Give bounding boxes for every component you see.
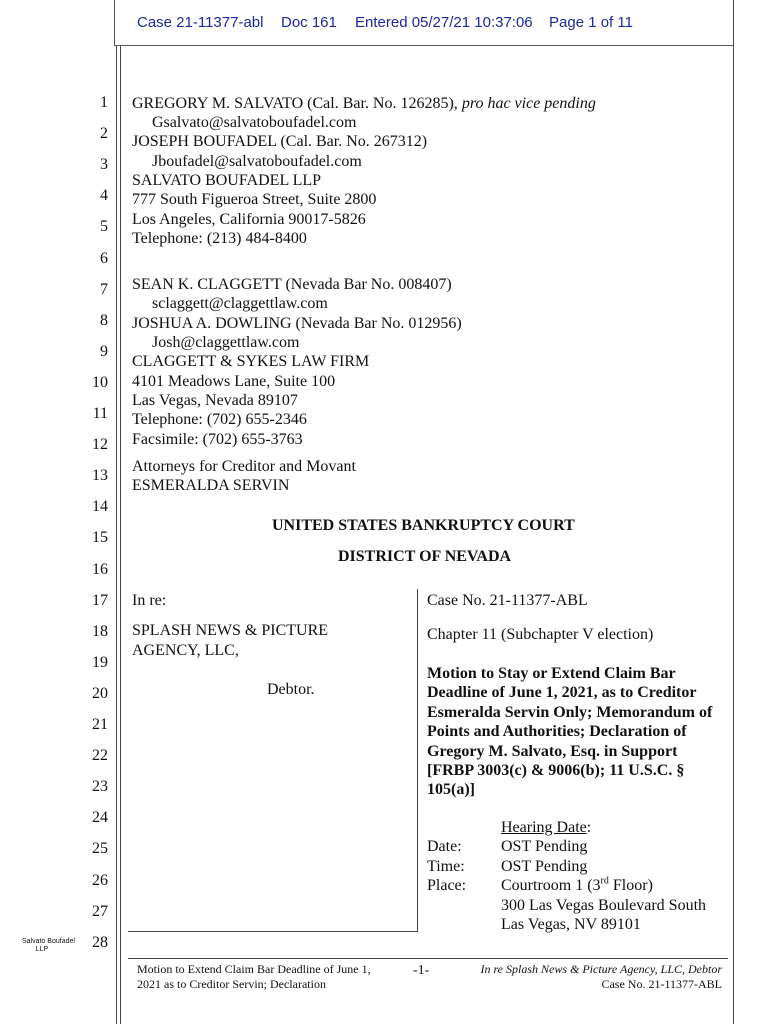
stamp-case: Case 21-11377-abl <box>137 14 264 31</box>
place-line-3: Las Vegas, NV 89101 <box>501 916 641 933</box>
stamp-entered: Entered 05/27/21 10:37:06 <box>355 14 533 31</box>
date-label: Date: <box>427 838 462 855</box>
line-number: 14 <box>92 498 108 516</box>
line-number: 1 <box>100 94 108 111</box>
line-number: 23 <box>92 778 108 796</box>
line-number: 25 <box>92 840 108 858</box>
line-number: 4 <box>100 187 108 205</box>
footer-left-line-1: Motion to Extend Claim Bar Deadline of June 1, <box>137 962 371 976</box>
line-number: 26 <box>92 871 108 889</box>
motion-title-line: Esmeralda Servin Only; Memorandum of <box>427 703 713 721</box>
firm-2-address-1: 4101 Meadows Lane, Suite 100 <box>132 373 336 390</box>
line-number: 15 <box>92 529 108 547</box>
line-number: 20 <box>92 684 108 702</box>
debtor-label: Debtor. <box>267 681 315 698</box>
motion-title-line: Gregory M. Salvato, Esq. in Support <box>427 742 678 760</box>
motion-title-line: 105(a)] <box>427 781 475 799</box>
firm-1-phone: Telephone: (213) 484-8400 <box>132 230 307 247</box>
line-number: 16 <box>92 560 108 578</box>
court-name: UNITED STATES BANKRUPTCY COURT <box>272 517 575 534</box>
caption-divider <box>417 589 418 932</box>
line-number: 10 <box>92 373 108 391</box>
footer-page-number: -1- <box>413 963 430 978</box>
court-district: DISTRICT OF NEVADA <box>338 548 512 565</box>
stamp-page: Page 1 of 11 <box>549 14 633 31</box>
line-number: 9 <box>100 342 108 360</box>
line-number: 13 <box>92 467 108 485</box>
filing-stamp <box>114 0 734 46</box>
stamp-doc: Doc 161 <box>281 14 337 31</box>
left-margin-rule-outer <box>116 46 117 1024</box>
attorney-3-name: SEAN K. CLAGGETT (Nevada Bar No. 008407) <box>132 276 452 293</box>
line-number: 22 <box>92 747 108 765</box>
line-number: 19 <box>92 653 108 671</box>
sidebar-firm-line-1: Salvato Boufadel <box>22 938 75 945</box>
firm-2-name: CLAGGETT & SYKES LAW FIRM <box>132 353 370 370</box>
motion-title-line: Deadline of June 1, 2021, as to Creditor <box>427 684 697 702</box>
debtor-name-line-1: SPLASH NEWS & PICTURE <box>132 622 329 639</box>
footer-left-line-2: 2021 as to Creditor Servin; Declaration <box>137 977 326 991</box>
line-number: 2 <box>100 125 108 143</box>
attorney-1-email: Gsalvato@salvatoboufadel.com <box>152 114 357 131</box>
line-number: 18 <box>92 622 108 640</box>
time-label: Time: <box>427 858 465 875</box>
line-number: 7 <box>100 280 108 298</box>
attorney-2-email: Jboufadel@salvatoboufadel.com <box>152 153 362 170</box>
line-number: 27 <box>92 902 108 920</box>
debtor-name-line-2: AGENCY, LLC, <box>132 642 239 659</box>
line-number: 11 <box>92 405 108 422</box>
footer-right-line-1: In re Splash News & Picture Agency, LLC, Debtor <box>480 962 722 976</box>
line-number: 17 <box>92 591 108 609</box>
sidebar-firm-name <box>22 938 75 954</box>
motion-title-line: [FRBP 3003(c) & 9006(b); 11 U.S.C. § <box>427 762 685 779</box>
line-number: 21 <box>92 716 108 733</box>
pro-hac-vice-note: pro hac vice pending <box>461 95 596 112</box>
motion-title-line: Motion to Stay or Extend Claim Bar <box>427 665 676 682</box>
attorneys-for-line-1: Attorneys for Creditor and Movant <box>132 458 356 475</box>
attorney-1-name: GREGORY M. SALVATO (Cal. Bar. No. 126285), pro hac vice pending <box>132 95 596 112</box>
attorney-4-email: Josh@claggettlaw.com <box>152 334 300 351</box>
time-value: OST Pending <box>501 858 588 875</box>
firm-1-address-2: Los Angeles, California 90017-5826 <box>132 211 366 228</box>
attorney-4-name: JOSHUA A. DOWLING (Nevada Bar No. 012956) <box>132 315 462 332</box>
right-margin-rule <box>733 0 734 1024</box>
firm-2-fax: Facsimile: (702) 655-3763 <box>132 431 303 448</box>
left-margin-rule-inner <box>120 46 121 1024</box>
in-re: In re: <box>132 592 167 609</box>
place-value: Courtroom 1 (3rd Floor) <box>501 875 653 894</box>
line-number: 24 <box>92 809 108 827</box>
place-line-2: 300 Las Vegas Boulevard South <box>501 897 707 914</box>
line-number: 5 <box>100 218 108 236</box>
line-number: 6 <box>100 249 108 267</box>
attorney-3-email: sclaggett@claggettlaw.com <box>152 295 328 312</box>
firm-2-phone: Telephone: (702) 655-2346 <box>132 411 307 428</box>
line-number: 8 <box>100 311 108 329</box>
footer-rule <box>128 958 728 959</box>
attorney-2-name: JOSEPH BOUFADEL (Cal. Bar. No. 267312) <box>132 133 428 150</box>
case-number: Case No. 21-11377-ABL <box>427 592 588 609</box>
footer-right-line-2: Case No. 21-11377-ABL <box>601 977 722 991</box>
caption-bottom-rule <box>128 931 418 932</box>
line-number: 12 <box>92 436 108 454</box>
line-number: 3 <box>100 156 108 174</box>
hearing-date-heading: Hearing Date: <box>501 819 592 836</box>
date-value: OST Pending <box>501 838 588 855</box>
firm-1-address-1: 777 South Figueroa Street, Suite 2800 <box>132 191 377 208</box>
sidebar-firm-line-2: LLP <box>35 946 49 953</box>
firm-2-address-2: Las Vegas, Nevada 89107 <box>132 392 298 409</box>
place-label: Place: <box>427 877 467 894</box>
motion-title-line: Points and Authorities; Declaration of <box>427 723 687 741</box>
line-number: 28 <box>92 933 108 951</box>
chapter: Chapter 11 (Subchapter V election) <box>427 626 654 643</box>
firm-1-name: SALVATO BOUFADEL LLP <box>132 172 322 189</box>
attorneys-for-line-2: ESMERALDA SERVIN <box>132 477 290 494</box>
